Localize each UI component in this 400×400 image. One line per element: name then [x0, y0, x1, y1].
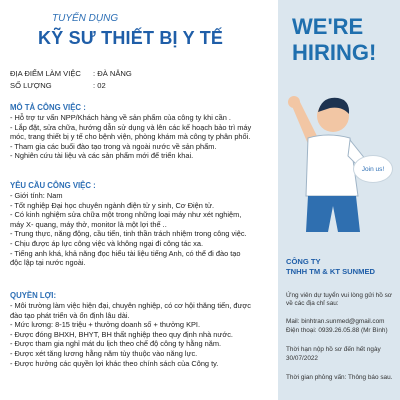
hiring-headline-line1: WE'RE — [292, 14, 364, 39]
meta-location-label: ĐỊA ĐIỂM LÀM VIỆC — [10, 69, 81, 78]
list-item: - Hỗ trợ tư vấn NPP/Khách hàng về sản phẩm của công ty khi cần . — [10, 113, 231, 122]
company-name-line2: TNHH TM & KT SUNMED — [286, 267, 376, 276]
meta-location-value: : ĐÀ NẴNG — [93, 69, 132, 78]
waving-person-illustration — [278, 66, 400, 236]
list-item: - Trung thực, năng động, cầu tiến, tinh thần trách nhiệm trong công việc. — [10, 229, 247, 239]
company-name — [286, 257, 375, 277]
deadline-date: 30/07/2022 — [286, 355, 318, 362]
section-heading: QUYỀN LỢI: — [10, 291, 57, 300]
list-item: - Được đóng BHXH, BHYT, BH thất nghiệp theo quy định nhà nước. — [10, 329, 233, 339]
apply-instructions: Ứng viên dự tuyển vui lòng gửi hồ sơ về các địa chỉ sau: — [286, 292, 392, 308]
page-title: KỸ SƯ THIẾT BỊ Y TẾ — [38, 28, 224, 48]
list-item: - Giới tính: Nam — [10, 191, 63, 200]
company-name-line1: CÔNG TY — [286, 257, 321, 266]
section-heading: YÊU CẦU CÔNG VIỆC : — [10, 181, 96, 190]
list-item: - Được xét tăng lương hằng năm tùy thuộc vào năng lực. — [10, 348, 198, 358]
join-us-bubble: Join us! — [353, 155, 393, 183]
deadline-label: Thời hạn nộp hồ sơ đến hết ngày — [286, 346, 381, 353]
header-subtitle: TUYỂN DỤNG — [52, 13, 119, 24]
list-item: - Tốt nghiệp Đại học chuyên ngành điện tử y sinh, Cơ Điện tử. — [10, 200, 215, 210]
hand — [288, 96, 300, 108]
list-item: - Có kinh nghiệm sửa chữa một trong những loại máy như xét nghiệm, — [10, 210, 242, 220]
interview-time: Thời gian phỏng vấn: Thông báo sau. — [286, 374, 393, 381]
list-item: - Tiếng anh khá, khả năng đọc hiểu tài liệu tiếng Anh, có thể đi đào tạo — [10, 248, 241, 258]
meta-quantity — [10, 81, 106, 90]
section-benefits — [10, 291, 278, 368]
list-item: - Chịu được áp lực công việc và không ngại đi công tác xa. — [10, 238, 204, 248]
list-item: đào tạo phát triển và ổn định lâu dài. — [10, 310, 130, 320]
meta-quantity-value: : 02 — [93, 81, 106, 90]
section-description — [10, 103, 278, 161]
list-item: - Được hưởng các quyền lợi khác theo chính sách của Công ty. — [10, 358, 219, 368]
list-item: độc lập tại nước ngoài. — [10, 258, 86, 268]
meta-location — [10, 69, 132, 78]
list-item: - Được tham gia nghỉ mát du lịch theo chế độ công ty hằng năm. — [10, 339, 222, 349]
contact-phone: Điện thoại: 0939.26.05.88 (Mr Bình) — [286, 327, 388, 334]
list-item: - Lắp đặt, sửa chữa, hướng dẫn sử dụng và lên các kế hoạch bảo trì máy — [10, 122, 252, 132]
list-item: móc, trang thiết bị y tế cho bệnh viện, phòng khám mà công ty phân phối. — [10, 132, 251, 142]
list-item: - Tham gia các buổi đào tạo trong và ngoài nước về sản phẩm. — [10, 141, 217, 151]
section-heading: MÔ TẢ CÔNG VIỆC : — [10, 103, 86, 112]
meta-quantity-label: SỐ LƯỢNG — [10, 81, 52, 90]
section-requirements — [10, 181, 278, 268]
list-item: máy X- quang, máy thở, monitor là một lợi thế .. — [10, 219, 167, 229]
hiring-headline-line2: HIRING! — [292, 40, 377, 65]
list-item: - Mức lương: 8-15 triệu + thưởng doanh số + thưởng KPI. — [10, 320, 201, 330]
list-item: - Nghiên cứu tài liệu và các sản phẩm mới để triển khai. — [10, 151, 194, 161]
hiring-panel — [278, 0, 400, 400]
pants — [306, 196, 360, 232]
contact-email: Mail: binhtran.sunmed@gmail.com — [286, 318, 385, 325]
list-item: - Môi trường làm việc hiện đại, chuyên nghiệp, có cơ hội thăng tiến, được — [10, 301, 251, 310]
